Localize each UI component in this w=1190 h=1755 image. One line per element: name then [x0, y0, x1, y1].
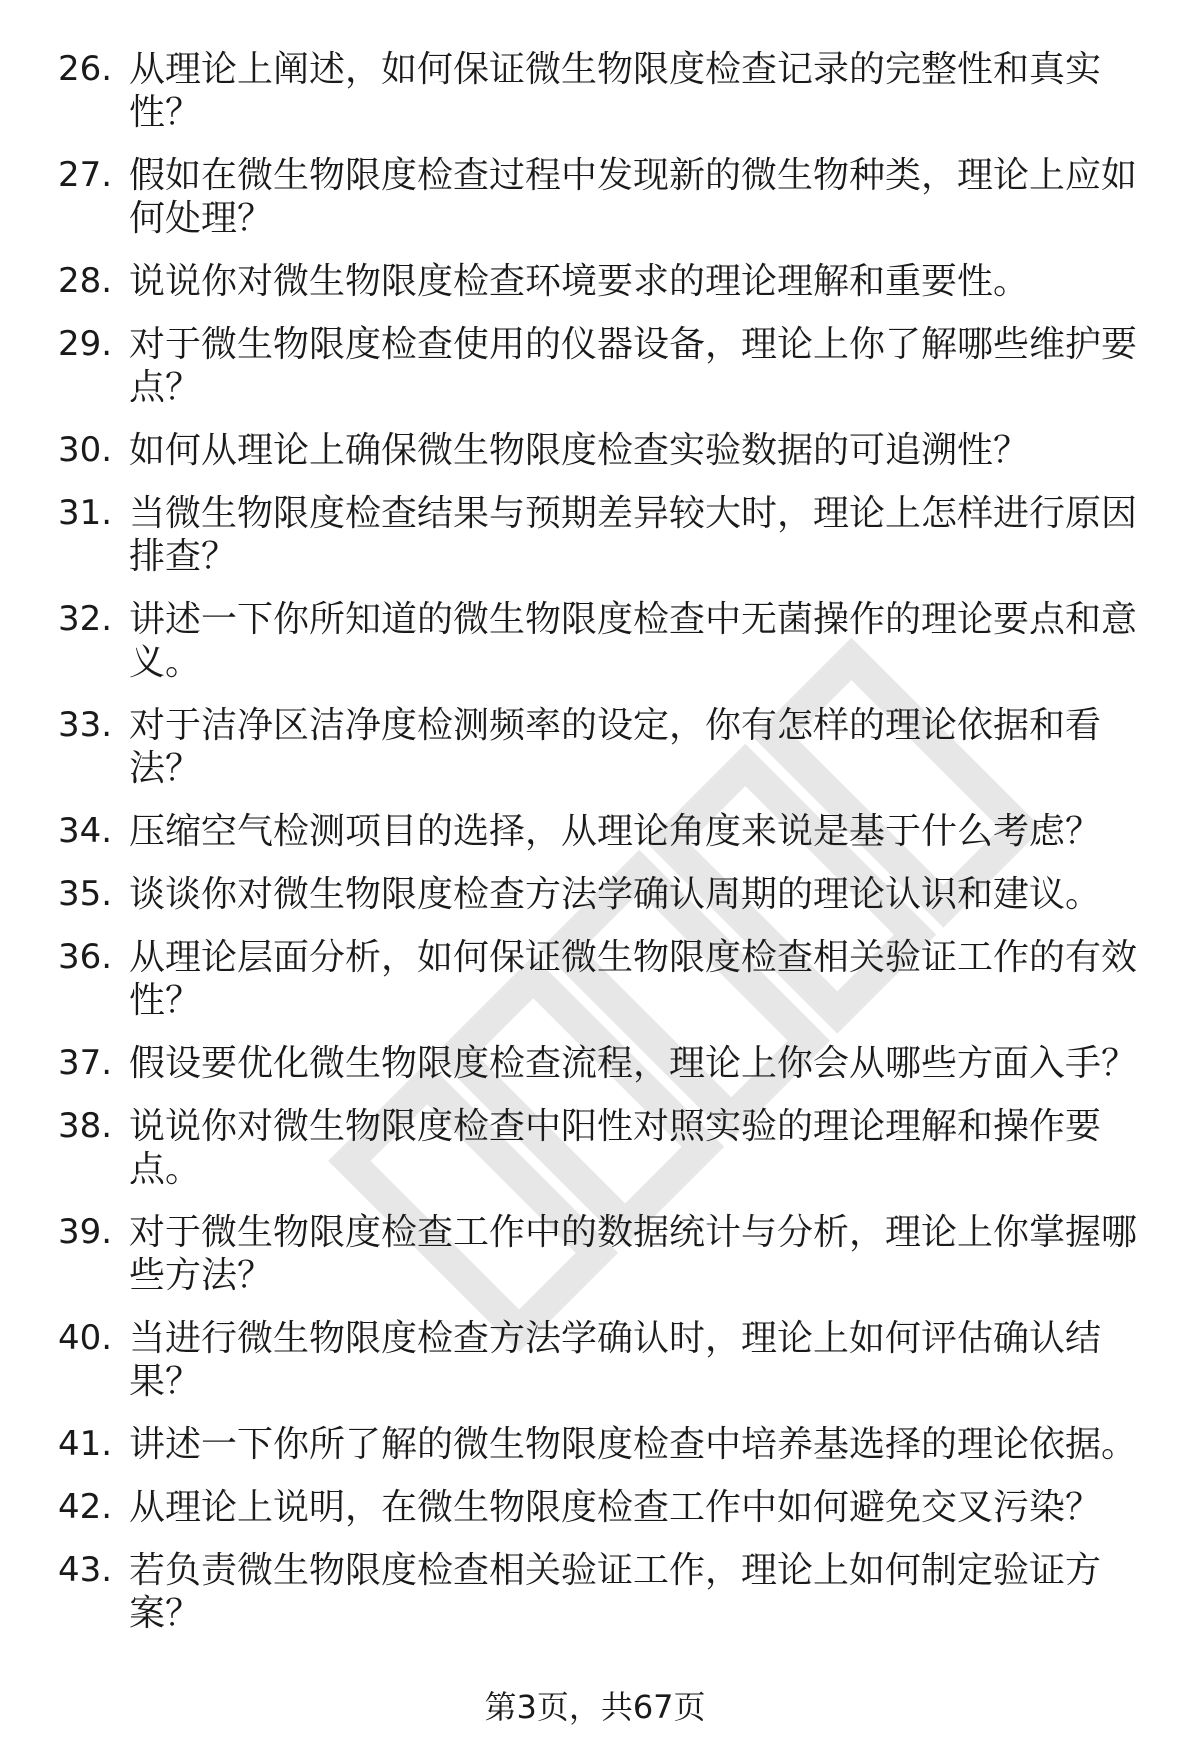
question-text: 说说你对微生物限度检查中阳性对照实验的理论理解和操作要点。 — [129, 1106, 1102, 1190]
list-item — [0, 1105, 1190, 1191]
list-item — [0, 492, 1190, 578]
list-item — [0, 1549, 1190, 1635]
question-text: 讲述一下你所知道的微生物限度检查中无菌操作的理论要点和意义。 — [129, 599, 1138, 683]
question-number: 30. — [58, 430, 113, 470]
question-number: 35. — [58, 874, 113, 914]
question-list — [0, 48, 1190, 1655]
list-item — [0, 873, 1190, 916]
list-item — [0, 1317, 1190, 1403]
question-text: 从理论上说明，在微生物限度检查工作中如何避免交叉污染？ — [129, 1487, 1102, 1528]
list-item — [0, 323, 1190, 409]
question-number: 37. — [58, 1043, 113, 1083]
question-text: 若负责微生物限度检查相关验证工作，理论上如何制定验证方案？ — [129, 1550, 1102, 1634]
list-item — [0, 1486, 1190, 1529]
question-text: 对于微生物限度检查使用的仪器设备，理论上你了解哪些维护要点？ — [129, 324, 1138, 408]
question-text: 讲述一下你所了解的微生物限度检查中培养基选择的理论依据。 — [129, 1424, 1138, 1465]
question-text: 当微生物限度检查结果与预期差异较大时，理论上怎样进行原因排查？ — [129, 493, 1138, 577]
list-item — [0, 936, 1190, 1022]
question-text: 对于微生物限度检查工作中的数据统计与分析，理论上你掌握哪些方法？ — [129, 1212, 1138, 1296]
question-text: 对于洁净区洁净度检测频率的设定，你有怎样的理论依据和看法？ — [129, 705, 1102, 789]
list-item — [0, 1042, 1190, 1085]
question-text: 从理论层面分析，如何保证微生物限度检查相关验证工作的有效性？ — [129, 937, 1138, 1021]
question-number: 33. — [58, 705, 113, 745]
question-number: 38. — [58, 1106, 113, 1146]
question-text: 压缩空气检测项目的选择，从理论角度来说是基于什么考虑？ — [129, 811, 1102, 852]
list-item — [0, 1423, 1190, 1466]
question-text: 谈谈你对微生物限度检查方法学确认周期的理论认识和建议。 — [129, 874, 1102, 915]
question-text: 假设要优化微生物限度检查流程，理论上你会从哪些方面入手？ — [129, 1043, 1138, 1084]
page-footer: 第3页，共67页 — [484, 1688, 706, 1726]
question-number: 26. — [58, 49, 113, 89]
question-number: 39. — [58, 1212, 113, 1252]
question-text: 如何从理论上确保微生物限度检查实验数据的可追溯性？ — [129, 430, 1030, 471]
list-item — [0, 260, 1190, 303]
question-number: 36. — [58, 937, 113, 977]
question-number: 32. — [58, 599, 113, 639]
question-number: 29. — [58, 324, 113, 364]
question-number: 40. — [58, 1318, 113, 1358]
list-item — [0, 429, 1190, 472]
list-item — [0, 810, 1190, 853]
question-number: 41. — [58, 1424, 113, 1464]
question-number: 34. — [58, 811, 113, 851]
question-text: 说说你对微生物限度检查环境要求的理论理解和重要性。 — [129, 261, 1030, 302]
question-number: 42. — [58, 1487, 113, 1527]
question-number: 27. — [58, 155, 113, 195]
question-text: 当进行微生物限度检查方法学确认时，理论上如何评估确认结果？ — [129, 1318, 1102, 1402]
question-number: 43. — [58, 1550, 113, 1590]
question-number: 28. — [58, 261, 113, 301]
list-item — [0, 598, 1190, 684]
question-text: 假如在微生物限度检查过程中发现新的微生物种类，理论上应如何处理？ — [129, 155, 1138, 239]
question-number: 31. — [58, 493, 113, 533]
list-item — [0, 154, 1190, 240]
question-text: 从理论上阐述，如何保证微生物限度检查记录的完整性和真实性？ — [129, 49, 1102, 133]
list-item — [0, 1211, 1190, 1297]
list-item — [0, 48, 1190, 134]
list-item — [0, 704, 1190, 790]
